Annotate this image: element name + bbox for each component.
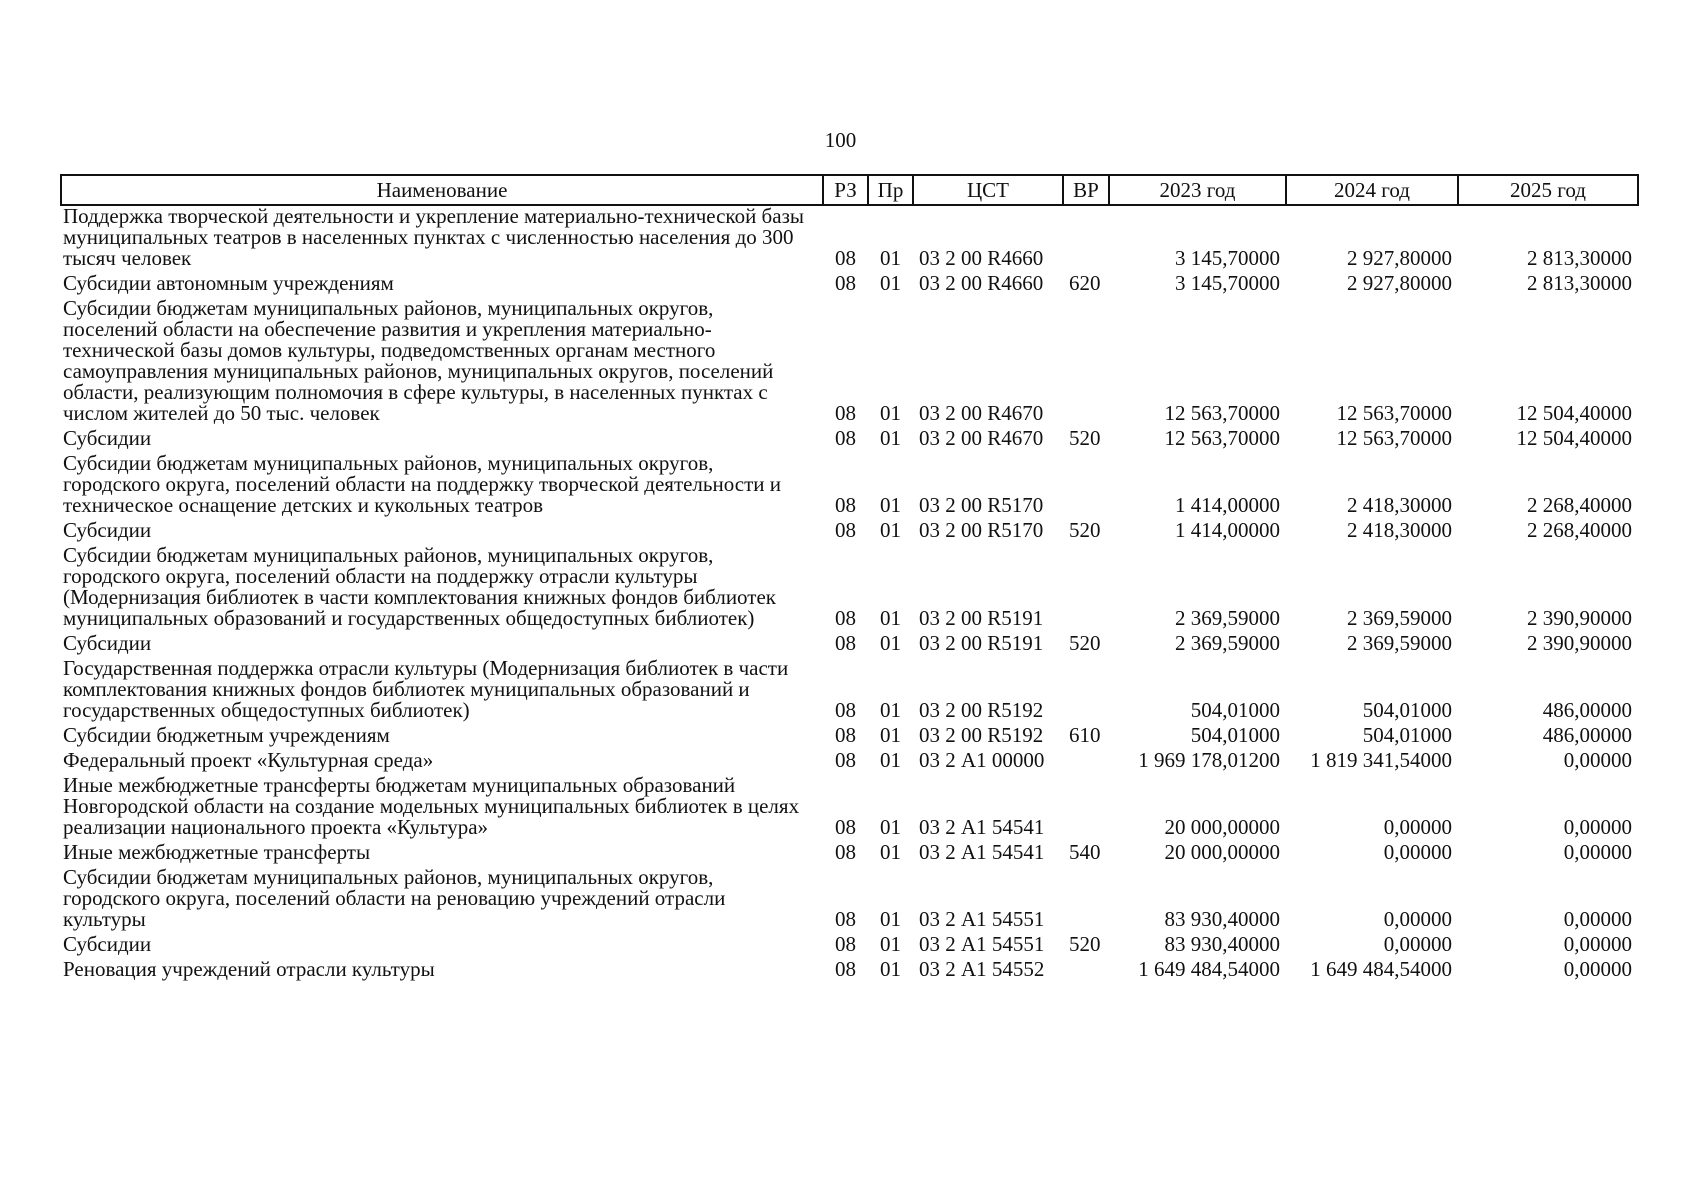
row-name: Субсидии бюджетам муниципальных районов, муниципальных округов, городского округа, поселений области на поддержку творческой деятельности и техническое оснащение детских и кукольных театров [63,451,781,517]
table-row [61,428,1638,453]
row-rz: 08 [835,840,856,864]
row-value-2024: 2 927,80000 [1347,271,1452,295]
row-rz: 08 [835,493,856,517]
row-cst: 03 2 А1 54551 [919,907,1045,931]
row-value-2025: 0,00000 [1563,815,1632,839]
row-value-2024: 2 369,59000 [1347,606,1452,630]
table-row [61,750,1638,775]
row-rz: 08 [835,932,856,956]
header-pr: Пр [868,175,913,205]
table-row [61,205,1638,273]
table-row [61,298,1638,428]
row-name: Субсидии бюджетным учреждениям [63,723,390,747]
row-value-2024: 2 418,30000 [1347,493,1452,517]
row-rz: 08 [835,957,856,981]
row-rz: 08 [835,246,856,270]
row-name: Субсидии автономным учреждениям [63,271,394,295]
row-value-2023: 504,01000 [1190,723,1280,747]
row-cst: 03 2 00 R4660 [919,246,1044,270]
budget-table [60,174,1639,984]
row-value-2023: 83 930,40000 [1164,907,1280,931]
row-name: Субсидии [63,426,152,450]
row-rz: 08 [835,698,856,722]
row-pr: 01 [880,426,901,450]
row-value-2023: 12 563,70000 [1164,401,1280,425]
row-cst: 03 2 А1 00000 [919,748,1045,772]
row-vr: 520 [1069,631,1101,655]
row-pr: 01 [880,271,901,295]
row-value-2025: 2 813,30000 [1527,246,1632,270]
row-value-2025: 12 504,40000 [1516,426,1632,450]
row-value-2023: 1 649 484,54000 [1138,957,1280,981]
row-name: Федеральный проект «Культурная среда» [63,748,434,772]
row-name: Субсидии [63,932,152,956]
row-cst: 03 2 А1 54541 [919,840,1045,864]
table-row [61,520,1638,545]
row-vr: 520 [1069,518,1101,542]
row-name: Реновация учреждений отрасли культуры [63,957,435,981]
row-value-2024: 0,00000 [1383,815,1452,839]
row-value-2025: 486,00000 [1542,723,1632,747]
row-value-2025: 2 268,40000 [1527,518,1632,542]
row-value-2025: 2 390,90000 [1527,606,1632,630]
header-2024: 2024 год [1286,175,1458,205]
row-value-2023: 20 000,00000 [1164,840,1280,864]
table-row [61,842,1638,867]
row-pr: 01 [880,907,901,931]
row-value-2025: 0,00000 [1563,957,1632,981]
row-pr: 01 [880,401,901,425]
row-pr: 01 [880,518,901,542]
table-row [61,453,1638,520]
row-cst: 03 2 00 R5191 [919,631,1044,655]
row-value-2024: 2 418,30000 [1347,518,1452,542]
row-rz: 08 [835,518,856,542]
row-vr [1063,867,1109,934]
row-value-2023: 20 000,00000 [1164,815,1280,839]
row-rz: 08 [835,631,856,655]
row-value-2024: 0,00000 [1383,907,1452,931]
row-cst: 03 2 00 R4670 [919,401,1044,425]
row-value-2023: 2 369,59000 [1175,606,1280,630]
row-vr: 610 [1069,723,1101,747]
page-number [0,128,1695,153]
row-value-2024: 2 369,59000 [1347,631,1452,655]
row-cst: 03 2 А1 54551 [919,932,1045,956]
row-pr: 01 [880,631,901,655]
row-value-2023: 1 414,00000 [1175,493,1280,517]
row-value-2025: 2 813,30000 [1527,271,1632,295]
row-name: Поддержка творческой деятельности и укрепление материально-технической базы муниципальных театров в населенных пунктах с численностью населения до 300 тысяч человек [63,204,804,270]
row-rz: 08 [835,606,856,630]
header-name: Наименование [61,175,823,205]
row-value-2023: 83 930,40000 [1164,932,1280,956]
row-value-2023: 504,01000 [1190,698,1280,722]
table-header-row [61,175,1638,205]
row-cst: 03 2 00 R5191 [919,606,1044,630]
row-value-2023: 12 563,70000 [1164,426,1280,450]
row-rz: 08 [835,907,856,931]
row-cst: 03 2 00 R4660 [919,271,1044,295]
row-cst: 03 2 00 R5192 [919,723,1044,747]
row-name: Государственная поддержка отрасли культуры (Модернизация библиотек в части комплектования книжных фондов библиотек муниципальных образований и государственных общедоступных библиотек) [63,656,789,722]
table-row [61,633,1638,658]
row-vr [1063,453,1109,520]
row-rz: 08 [835,401,856,425]
row-pr: 01 [880,493,901,517]
row-name: Иные межбюджетные трансферты бюджетам муниципальных образований Новгородской области на создание модельных муниципальных библиотек в целях реализации национального проекта «Культура» [63,773,800,839]
row-name: Субсидии бюджетам муниципальных районов, муниципальных округов, поселений области на обеспечение развития и укрепления материально-технической базы домов культуры, подведомственных органам местного самоуправления муниципальных районов, муниципальных округов, поселений области, реализующим полномочия в сфере культуры, в населенных пунктах с числом жителей до 50 тыс. человек [63,296,774,425]
row-rz: 08 [835,815,856,839]
header-vr: ВР [1063,175,1109,205]
row-value-2024: 12 563,70000 [1336,426,1452,450]
row-vr [1063,750,1109,775]
table-row [61,959,1638,984]
row-value-2023: 1 414,00000 [1175,518,1280,542]
row-pr: 01 [880,815,901,839]
row-rz: 08 [835,426,856,450]
row-value-2024: 12 563,70000 [1336,401,1452,425]
row-value-2025: 0,00000 [1563,840,1632,864]
table-row [61,545,1638,633]
row-pr: 01 [880,840,901,864]
row-value-2024: 0,00000 [1383,932,1452,956]
row-vr: 540 [1069,840,1101,864]
row-value-2025: 0,00000 [1563,748,1632,772]
row-pr: 01 [880,957,901,981]
row-value-2025: 2 390,90000 [1527,631,1632,655]
row-value-2023: 3 145,70000 [1175,271,1280,295]
header-2023: 2023 год [1109,175,1286,205]
row-rz: 08 [835,271,856,295]
row-name: Субсидии бюджетам муниципальных районов, муниципальных округов, городского округа, поселений области на поддержку отрасли культуры (Модернизация библиотек в части комплектования книжных фондов библиотек муниципальных образований и государственных общедоступных библиотек) [63,543,776,630]
table-body [61,205,1638,984]
table-row [61,934,1638,959]
row-pr: 01 [880,246,901,270]
row-value-2024: 0,00000 [1383,840,1452,864]
row-cst: 03 2 А1 54552 [919,957,1045,981]
row-pr: 01 [880,748,901,772]
row-value-2024: 1 649 484,54000 [1310,957,1452,981]
row-vr [1063,775,1109,842]
table-row [61,725,1638,750]
row-value-2023: 1 969 178,01200 [1138,748,1280,772]
row-name: Субсидии [63,518,152,542]
row-vr [1063,205,1109,273]
row-value-2024: 2 927,80000 [1347,246,1452,270]
table-row [61,658,1638,725]
row-cst: 03 2 00 R5170 [919,518,1044,542]
row-name: Иные межбюджетные трансферты [63,840,371,864]
row-vr: 620 [1069,271,1101,295]
header-rz: РЗ [823,175,868,205]
row-cst: 03 2 00 R4670 [919,426,1044,450]
row-cst: 03 2 00 R5170 [919,493,1044,517]
table-row [61,775,1638,842]
row-vr [1063,658,1109,725]
row-pr: 01 [880,606,901,630]
row-vr [1063,298,1109,428]
header-cst: ЦСТ [913,175,1063,205]
row-pr: 01 [880,932,901,956]
row-pr: 01 [880,723,901,747]
table-row [61,867,1638,934]
row-vr: 520 [1069,932,1101,956]
row-cst: 03 2 А1 54541 [919,815,1045,839]
row-value-2024: 504,01000 [1362,723,1452,747]
row-value-2025: 12 504,40000 [1516,401,1632,425]
row-value-2024: 1 819 341,54000 [1310,748,1452,772]
row-name: Субсидии [63,631,152,655]
row-vr [1063,959,1109,984]
row-value-2025: 0,00000 [1563,907,1632,931]
row-value-2025: 2 268,40000 [1527,493,1632,517]
row-name: Субсидии бюджетам муниципальных районов, муниципальных округов, городского округа, поселений области на реновацию учреждений отрасли культуры [63,865,726,931]
row-value-2023: 2 369,59000 [1175,631,1280,655]
row-rz: 08 [835,723,856,747]
row-pr: 01 [880,698,901,722]
header-2025: 2025 год [1458,175,1638,205]
row-value-2025: 0,00000 [1563,932,1632,956]
row-cst: 03 2 00 R5192 [919,698,1044,722]
row-value-2025: 486,00000 [1542,698,1632,722]
row-rz: 08 [835,748,856,772]
row-value-2024: 504,01000 [1362,698,1452,722]
table-row [61,273,1638,298]
row-vr: 520 [1069,426,1101,450]
page-number-text: 100 [824,128,857,152]
row-vr [1063,545,1109,633]
row-value-2023: 3 145,70000 [1175,246,1280,270]
